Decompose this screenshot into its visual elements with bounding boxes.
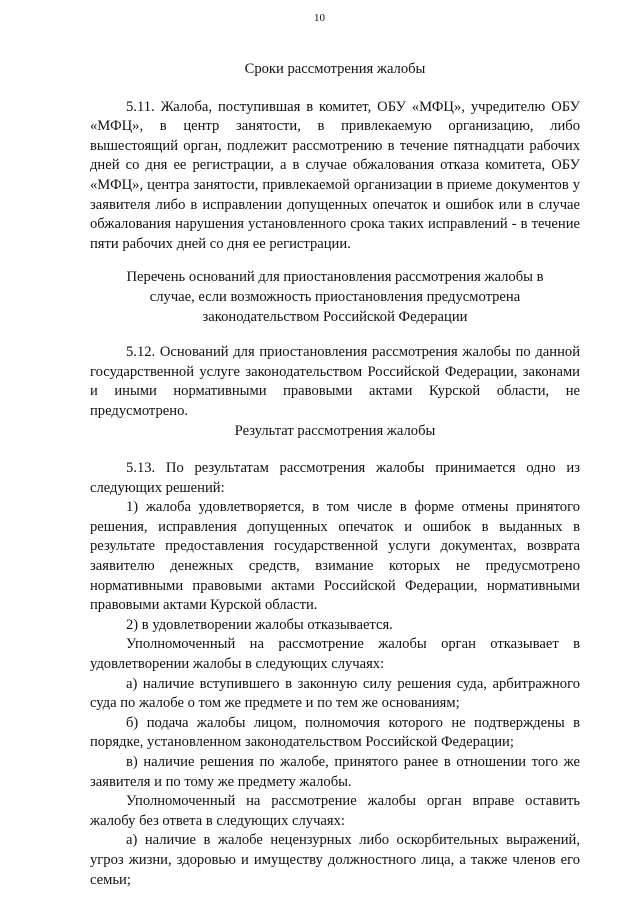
paragraph-decision-2: 2) в удовлетворении жалобы отказывается. [126,616,393,633]
paragraph-5-11: 5.11. Жалоба, поступившая в комитет, ОБУ «МФЦ», учредителю ОБУ «МФЦ», в центр занятости, в привлекаемую организацию, либо вышестоящий орган, подлежит рассмотрению в течение пятнадцати рабочих дней со дня ее регистрации, а в случае обжалования отказа комитета, ОБУ «МФЦ», центра занятости, привлекаемой организации в приеме документов у заявителя либо в исправлении допущенных опечаток и ошибок или в случае обжалования нарушения установленного срока таких исправлений - в течение пяти рабочих дней со дня ее регистрации. [90,98,580,252]
section-heading-suspension-grounds: Перечень оснований для приостановления рассмотрения жалобы в случае, если возможность приостановления предусмотрена законодательством Российской Федерации [126,269,544,325]
paragraph-5-12: 5.12. Оснований для приостановления рассмотрения жалобы по данной государственной услуге законодательством Российской Федерации, законами и иными нормативными правовыми актами Курской области, не предусмотрено. [90,344,580,419]
page-number: 10 [314,12,325,24]
section-heading-review-terms: Сроки рассмотрения жалобы [244,61,426,77]
paragraph-no-answer-intro: Уполномоченный на рассмотрение жалобы орган вправе оставить жалобу без ответа в следующих случаях: [90,793,580,829]
paragraph-decision-1: 1) жалоба удовлетворяется, в том числе в форме отмены принятого решения, исправления допущенных опечаток и ошибок в выданных в результате предоставления государственной услуги документах, возврата заявителю денежных средств, взимание которых не предусмотрено нормативными правовыми актами Российской Федерации, нормативными правовыми актами Курской области. [90,499,580,614]
paragraph-refusal-intro: Уполномоченный на рассмотрение жалобы орган отказывает в удовлетворении жалобы в следующих случаях: [90,636,580,673]
paragraph-refusal-c: в) наличие решения по жалобе, принятого ранее в отношении того же заявителя и по тому же предмету жалобы. [90,754,580,790]
paragraph-refusal-a: а) наличие вступившего в законную силу решения суда, арбитражного суда по жалобе о том же предмете и по тем же основаниям; [90,675,580,712]
section-heading-review-result: Результат рассмотрения жалобы [234,422,436,439]
paragraph-refusal-b: б) подача жалобы лицом, полномочия которого не подтверждены в порядке, установленном законодательством Российской Федерации; [90,714,580,751]
paragraph-5-13: 5.13. По результатам рассмотрения жалобы принимается одно из следующих решений: [90,460,580,496]
document-body [90,60,580,890]
paragraph-no-answer-a: а) наличие в жалобе нецензурных либо оскорбительных выражений, угроз жизни, здоровью и имуществу должностного лица, а также членов его семьи; [90,832,580,888]
